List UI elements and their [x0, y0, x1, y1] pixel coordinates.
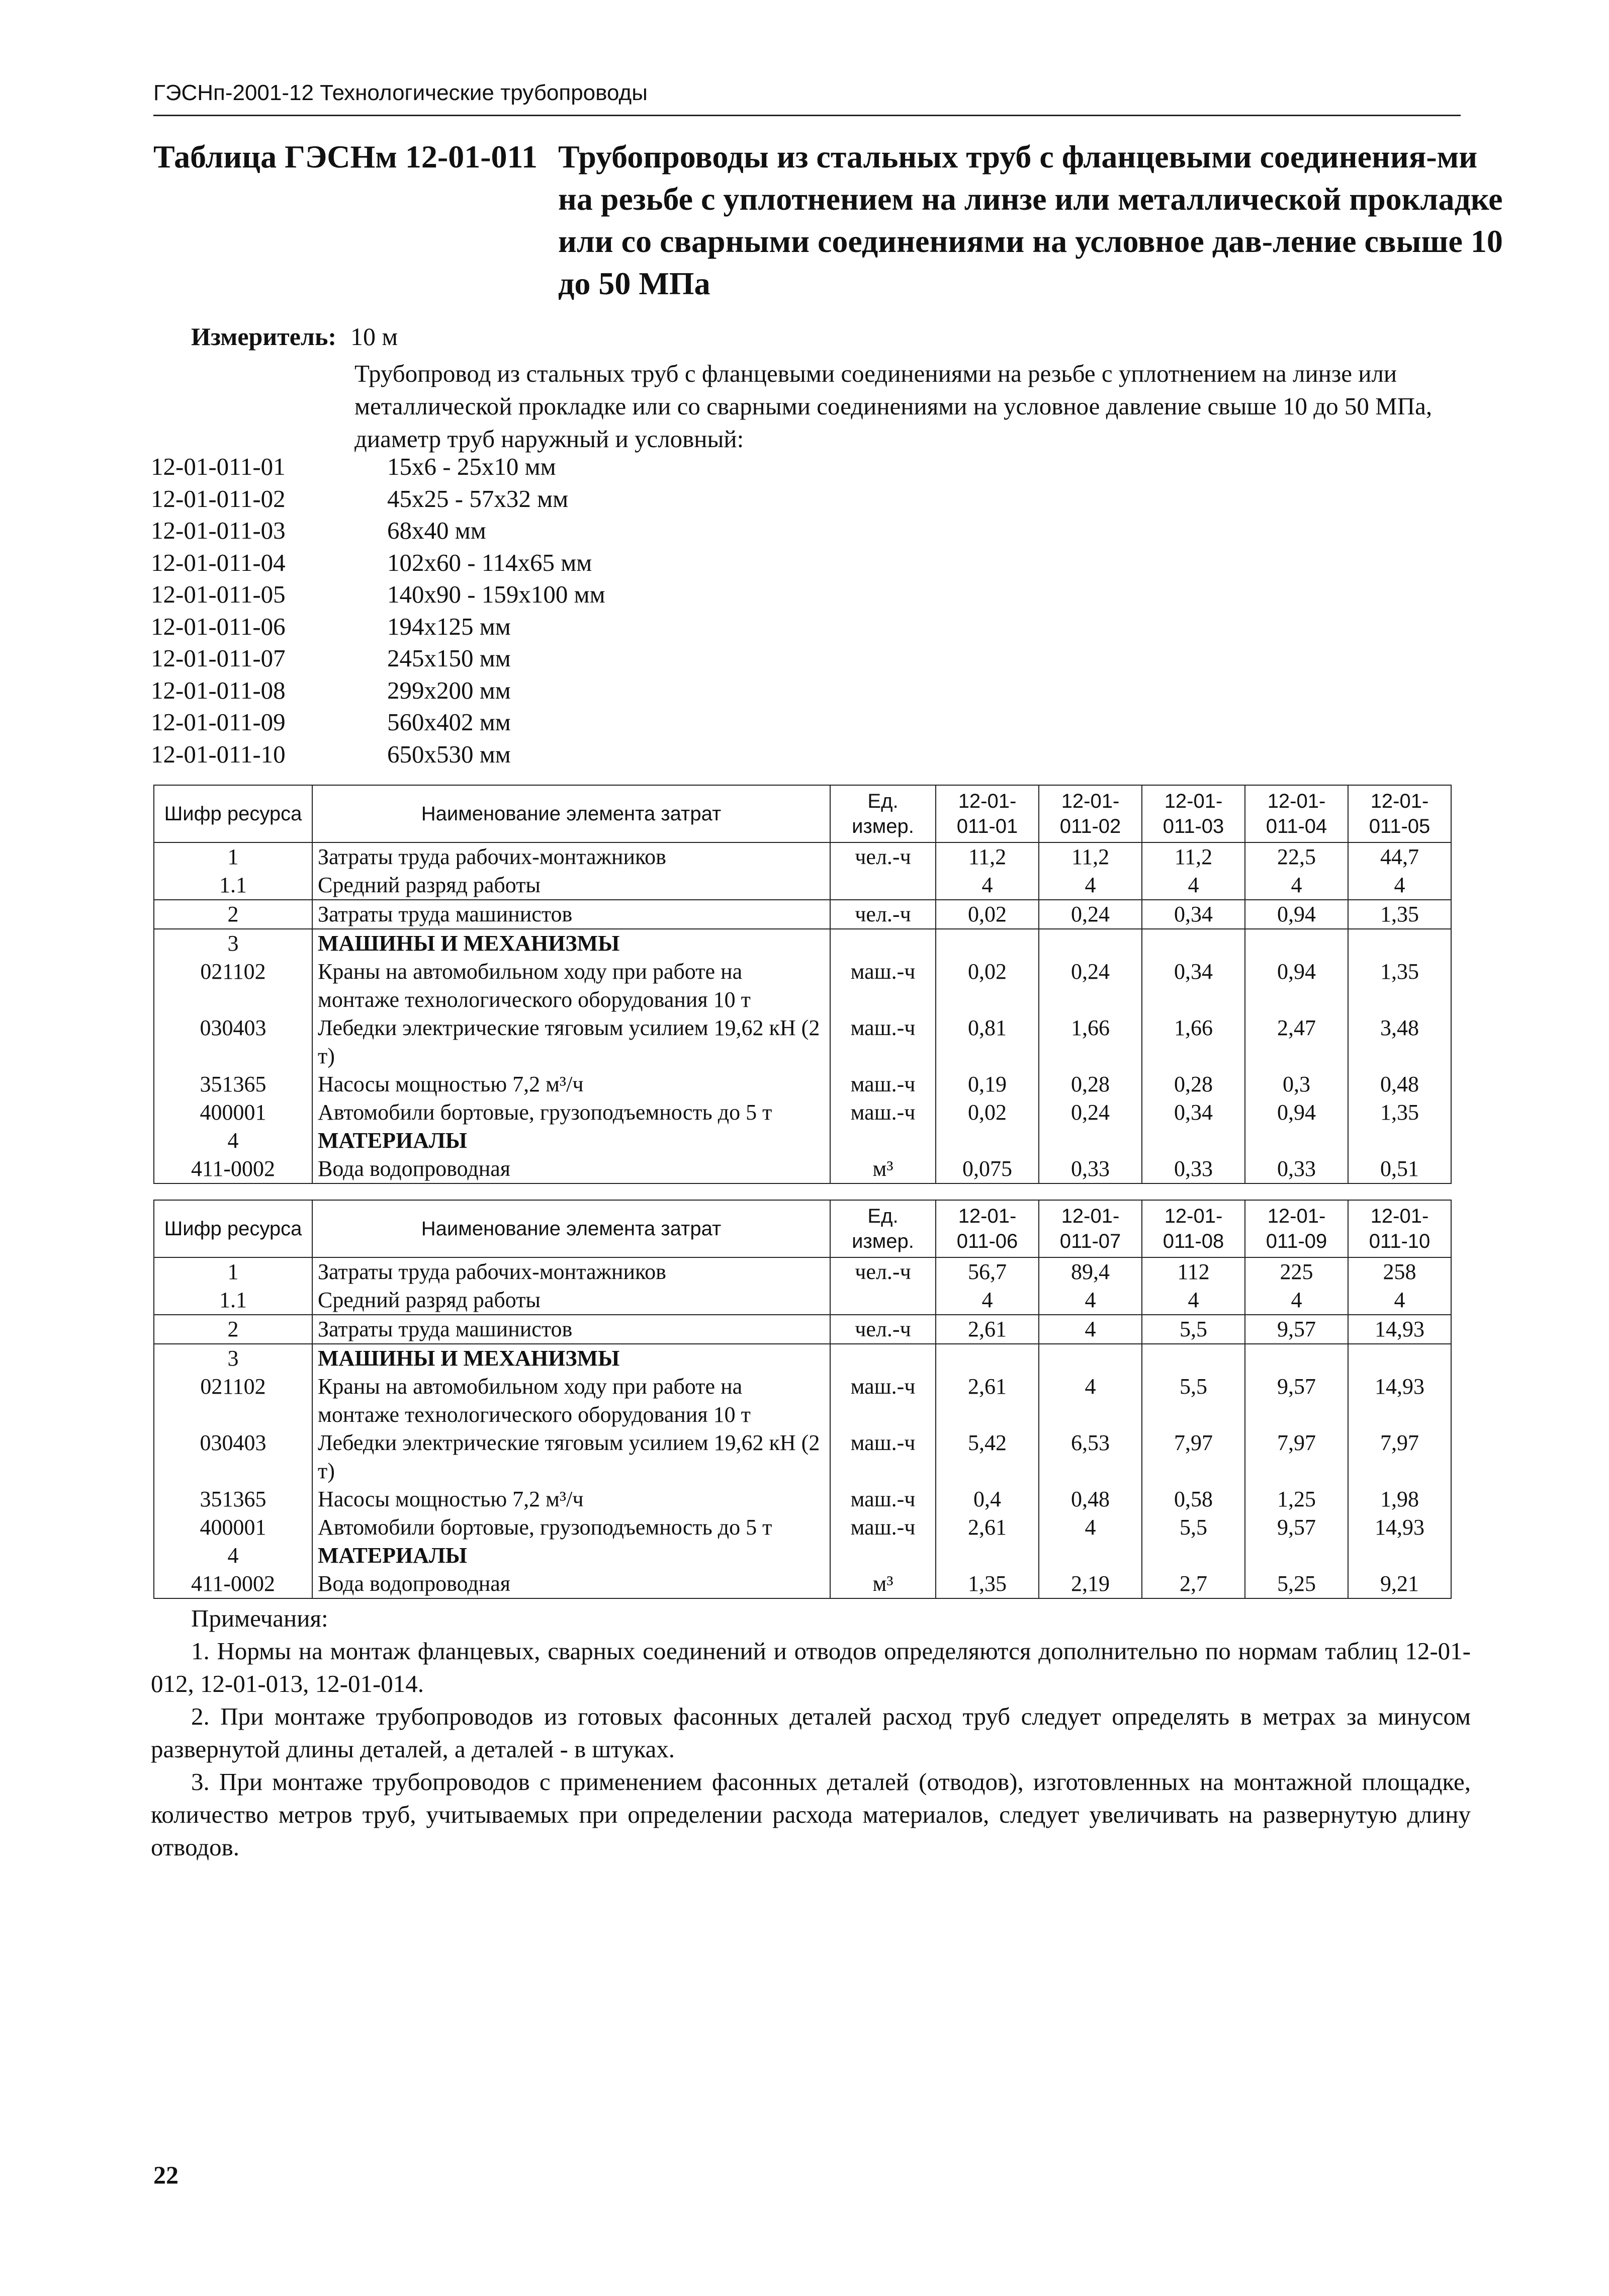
resource-name-cell: Краны на автомобильном ходу при работе на монтаже технологического оборудования 10 т	[312, 958, 830, 1014]
value-cell	[1142, 1344, 1245, 1373]
value-cell: 1,35	[936, 1570, 1039, 1598]
value-cell: 0,28	[1039, 1070, 1142, 1098]
resource-name-cell: Краны на автомобильном ходу при работе на монтаже технологического оборудования 10 т	[312, 1373, 830, 1429]
resource-name-cell: Затраты труда рабочих-монтажников	[312, 1257, 830, 1286]
value-cell: 14,93	[1348, 1315, 1451, 1344]
value-cell: 4	[1039, 1286, 1142, 1315]
code-list-diameter: 245х150 мм	[387, 644, 511, 672]
table-title-text: Трубопроводы из стальных труб с фланцевыми соединения-ми на резьбе с уплотнением на линзе или металлической прокладке или со сварными соединениями на условное дав-ление свыше 10 до 50 МПа	[558, 139, 1503, 301]
value-cell: 5,42	[936, 1429, 1039, 1485]
table-row	[154, 958, 1451, 1014]
note-item: 1. Нормы на монтаж фланцевых, сварных соединений и отводов определяются дополнительно по нормам таблиц 12-01-012, 12-01-013, 12-01-014.	[151, 1637, 1471, 1697]
code-list-diameter: 15х6 - 25х10 мм	[387, 453, 556, 480]
value-cell: 0,34	[1142, 900, 1245, 929]
value-cell: 0,02	[936, 958, 1039, 1014]
unit-cell: чел.-ч	[830, 900, 936, 929]
value-cell	[936, 929, 1039, 958]
column-header-norm-code: 12-01-011-05	[1348, 785, 1451, 842]
value-cell	[1348, 1127, 1451, 1155]
value-cell: 1,66	[1142, 1014, 1245, 1070]
value-cell: 56,7	[936, 1257, 1039, 1286]
unit-cell: маш.-ч	[830, 1485, 936, 1513]
table-row	[154, 1542, 1451, 1570]
value-cell: 7,97	[1348, 1429, 1451, 1485]
header-rule	[153, 115, 1461, 116]
code-list-diameter: 299х200 мм	[387, 676, 511, 704]
code-list-code: 12-01-011-05	[151, 580, 286, 608]
value-cell: 5,5	[1142, 1513, 1245, 1542]
column-header-norm-code: 12-01-011-10	[1348, 1200, 1451, 1257]
unit-cell	[830, 1542, 936, 1570]
resource-name-cell: Затраты труда машинистов	[312, 1315, 830, 1344]
code-list-code: 12-01-011-10	[151, 740, 286, 768]
value-cell: 1,35	[1348, 1098, 1451, 1127]
value-cell: 4	[1245, 871, 1348, 900]
column-header-norm-code: 12-01-011-02	[1039, 785, 1142, 842]
unit-cell: маш.-ч	[830, 1014, 936, 1070]
resource-code-cell: 3	[154, 1344, 312, 1373]
value-cell: 0,19	[936, 1070, 1039, 1098]
value-cell: 1,35	[1348, 958, 1451, 1014]
value-cell: 4	[1039, 871, 1142, 900]
value-cell: 2,61	[936, 1315, 1039, 1344]
value-cell	[1348, 1344, 1451, 1373]
value-cell: 5,5	[1142, 1315, 1245, 1344]
resource-code-cell: 030403	[154, 1014, 312, 1070]
column-header-code: Шифр ресурса	[154, 1200, 312, 1257]
value-cell: 4	[1039, 1315, 1142, 1344]
value-cell: 5,5	[1142, 1373, 1245, 1429]
value-cell: 4	[1348, 1286, 1451, 1315]
column-header-norm-code: 12-01-011-08	[1142, 1200, 1245, 1257]
value-cell: 9,21	[1348, 1570, 1451, 1598]
value-cell: 0,94	[1245, 1098, 1348, 1127]
value-cell: 89,4	[1039, 1257, 1142, 1286]
value-cell: 44,7	[1348, 842, 1451, 871]
column-header-norm-code: 12-01-011-03	[1142, 785, 1245, 842]
table-row	[154, 1127, 1451, 1155]
notes-caption: Примечания:	[191, 1604, 328, 1632]
resource-code-cell: 021102	[154, 958, 312, 1014]
value-cell: 9,57	[1245, 1315, 1348, 1344]
value-cell: 7,97	[1142, 1429, 1245, 1485]
notes	[151, 1602, 1471, 1863]
resource-code-cell: 2	[154, 1315, 312, 1344]
value-cell: 0,02	[936, 900, 1039, 929]
value-cell: 14,93	[1348, 1513, 1451, 1542]
value-cell: 7,97	[1245, 1429, 1348, 1485]
resource-name-cell: МАТЕРИАЛЫ	[312, 1542, 830, 1570]
value-cell: 0,3	[1245, 1070, 1348, 1098]
code-list-diameter: 140х90 - 159х100 мм	[387, 580, 605, 608]
resource-name-cell: Вода водопроводная	[312, 1570, 830, 1598]
value-cell: 4	[1348, 871, 1451, 900]
column-header-norm-code: 12-01-011-09	[1245, 1200, 1348, 1257]
resource-code-cell: 4	[154, 1127, 312, 1155]
resource-name-cell: МАТЕРИАЛЫ	[312, 1127, 830, 1155]
code-list-code: 12-01-011-07	[151, 644, 286, 672]
column-header-norm-code: 12-01-011-04	[1245, 785, 1348, 842]
value-cell: 0,58	[1142, 1485, 1245, 1513]
value-cell: 11,2	[1142, 842, 1245, 871]
unit-cell: маш.-ч	[830, 1098, 936, 1127]
value-cell	[1039, 929, 1142, 958]
table-row	[154, 929, 1451, 958]
value-cell	[1039, 1344, 1142, 1373]
resource-name-cell: Автомобили бортовые, грузоподъемность до 5 т	[312, 1098, 830, 1127]
value-cell: 11,2	[936, 842, 1039, 871]
resource-code-cell: 400001	[154, 1513, 312, 1542]
value-cell: 1,25	[1245, 1485, 1348, 1513]
unit-cell	[830, 1286, 936, 1315]
value-cell	[1245, 1344, 1348, 1373]
unit-cell: чел.-ч	[830, 1315, 936, 1344]
column-header-name: Наименование элемента затрат	[312, 1200, 830, 1257]
value-cell: 0,94	[1245, 958, 1348, 1014]
code-list-diameter: 45х25 - 57х32 мм	[387, 484, 569, 513]
work-description: Трубопровод из стальных труб с фланцевыми соединениями на резьбе с уплотнением на линзе или металлической прокладке или со сварными соединениями на условное давление свыше 10 до 50 МПа, диаметр труб наружный и условный:	[354, 360, 1433, 453]
value-cell: 4	[936, 871, 1039, 900]
unit-cell: чел.-ч	[830, 1257, 936, 1286]
value-cell: 6,53	[1039, 1429, 1142, 1485]
value-cell: 0,075	[936, 1155, 1039, 1183]
resource-name-cell: Затраты труда рабочих-монтажников	[312, 842, 830, 871]
table-row	[154, 1344, 1451, 1373]
resource-code-cell: 1	[154, 842, 312, 871]
resource-name-cell: Вода водопроводная	[312, 1155, 830, 1183]
code-list-code: 12-01-011-09	[151, 708, 286, 736]
unit-cell: м³	[830, 1155, 936, 1183]
resource-code-cell: 400001	[154, 1098, 312, 1127]
column-header-norm-code: 12-01-011-01	[936, 785, 1039, 842]
value-cell: 0,4	[936, 1485, 1039, 1513]
value-cell: 1,66	[1039, 1014, 1142, 1070]
resource-name-cell: Средний разряд работы	[312, 1286, 830, 1315]
unit-cell: маш.-ч	[830, 958, 936, 1014]
column-header-unit: Ед. измер.	[830, 1200, 936, 1257]
value-cell: 2,19	[1039, 1570, 1142, 1598]
resource-code-cell: 4	[154, 1542, 312, 1570]
resource-code-cell: 1.1	[154, 1286, 312, 1315]
value-cell: 0,34	[1142, 958, 1245, 1014]
value-cell: 112	[1142, 1257, 1245, 1286]
code-list-diameter: 650х530 мм	[387, 740, 511, 768]
value-cell: 2,61	[936, 1513, 1039, 1542]
table-row	[154, 842, 1451, 871]
value-cell: 2,61	[936, 1373, 1039, 1429]
unit-cell: маш.-ч	[830, 1070, 936, 1098]
value-cell: 9,57	[1245, 1373, 1348, 1429]
norms-table-2	[153, 1200, 1452, 1599]
code-list-code: 12-01-011-01	[151, 453, 286, 480]
value-cell: 0,48	[1039, 1485, 1142, 1513]
value-cell: 3,48	[1348, 1014, 1451, 1070]
table-header-row	[154, 1200, 1451, 1257]
code-list-diameter: 102х60 - 114х65 мм	[387, 548, 592, 576]
note-item: 2. При монтаже трубопроводов из готовых фасонных деталей расход труб следует определять в метрах за минусом развернутой длины деталей, а деталей - в штуках.	[151, 1703, 1471, 1763]
value-cell: 4	[1039, 1513, 1142, 1542]
table-row	[154, 1070, 1451, 1098]
unit-cell	[830, 871, 936, 900]
value-cell: 0,94	[1245, 900, 1348, 929]
code-list-diameter: 68х40 мм	[387, 517, 486, 544]
column-header-code: Шифр ресурса	[154, 785, 312, 842]
column-header-norm-code: 12-01-011-06	[936, 1200, 1039, 1257]
value-cell	[1039, 1542, 1142, 1570]
resource-code-cell: 1	[154, 1257, 312, 1286]
unit-cell: маш.-ч	[830, 1373, 936, 1429]
value-cell	[1245, 1127, 1348, 1155]
resource-code-cell: 030403	[154, 1429, 312, 1485]
value-cell: 2,7	[1142, 1570, 1245, 1598]
value-cell: 2,47	[1245, 1014, 1348, 1070]
resource-name-cell: МАШИНЫ И МЕХАНИЗМЫ	[312, 929, 830, 958]
value-cell: 1,35	[1348, 900, 1451, 929]
resource-name-cell: МАШИНЫ И МЕХАНИЗМЫ	[312, 1344, 830, 1373]
note-item: 3. При монтаже трубопроводов с применением фасонных деталей (отводов), изготовленных на монтажной площадке, количество метров труб, учитываемых при определении расхода материалов, следует увеличивать на развернутую длину отводов.	[151, 1768, 1471, 1861]
value-cell: 14,93	[1348, 1373, 1451, 1429]
column-header-name: Наименование элемента затрат	[312, 785, 830, 842]
value-cell: 0,24	[1039, 958, 1142, 1014]
table-row	[154, 1513, 1451, 1542]
norms-table-1	[153, 785, 1452, 1184]
table-row	[154, 1570, 1451, 1598]
table-row	[154, 1485, 1451, 1513]
resource-name-cell: Лебедки электрические тяговым усилием 19,62 кН (2 т)	[312, 1429, 830, 1485]
value-cell: 9,57	[1245, 1513, 1348, 1542]
value-cell	[1245, 929, 1348, 958]
value-cell: 0,24	[1039, 1098, 1142, 1127]
column-header-unit: Ед. измер.	[830, 785, 936, 842]
value-cell	[1039, 1127, 1142, 1155]
value-cell: 22,5	[1245, 842, 1348, 871]
value-cell	[1142, 929, 1245, 958]
table-row	[154, 1315, 1451, 1344]
resource-name-cell: Насосы мощностью 7,2 м³/ч	[312, 1070, 830, 1098]
resource-code-cell: 3	[154, 929, 312, 958]
table-row	[154, 1155, 1451, 1183]
table-row	[154, 1098, 1451, 1127]
value-cell: 258	[1348, 1257, 1451, 1286]
value-cell: 0,02	[936, 1098, 1039, 1127]
measure-value: 10 м	[350, 322, 398, 351]
value-cell: 0,33	[1245, 1155, 1348, 1183]
resource-name-cell: Средний разряд работы	[312, 871, 830, 900]
unit-cell	[830, 1127, 936, 1155]
value-cell	[936, 1127, 1039, 1155]
value-cell: 4	[1142, 871, 1245, 900]
value-cell: 0,24	[1039, 900, 1142, 929]
code-list-code: 12-01-011-06	[151, 612, 286, 640]
value-cell: 4	[1039, 1373, 1142, 1429]
table-row	[154, 1257, 1451, 1286]
value-cell: 1,98	[1348, 1485, 1451, 1513]
table-row	[154, 1286, 1451, 1315]
value-cell: 0,48	[1348, 1070, 1451, 1098]
unit-cell: маш.-ч	[830, 1429, 936, 1485]
unit-cell	[830, 929, 936, 958]
value-cell	[1348, 1542, 1451, 1570]
table-header-row	[154, 785, 1451, 842]
value-cell	[1142, 1542, 1245, 1570]
table-row	[154, 1373, 1451, 1429]
value-cell: 11,2	[1039, 842, 1142, 871]
table-row	[154, 1429, 1451, 1485]
value-cell	[936, 1344, 1039, 1373]
resource-code-cell: 021102	[154, 1373, 312, 1429]
code-list-diameter: 560х402 мм	[387, 708, 511, 736]
table-row	[154, 871, 1451, 900]
column-header-norm-code: 12-01-011-07	[1039, 1200, 1142, 1257]
resource-name-cell: Насосы мощностью 7,2 м³/ч	[312, 1485, 830, 1513]
resource-code-cell: 351365	[154, 1070, 312, 1098]
table-row	[154, 900, 1451, 929]
code-list-code: 12-01-011-04	[151, 548, 286, 576]
value-cell	[1245, 1542, 1348, 1570]
resource-name-cell: Лебедки электрические тяговым усилием 19,62 кН (2 т)	[312, 1014, 830, 1070]
table-title-number: Таблица ГЭСНм 12-01-011	[153, 139, 538, 175]
value-cell: 225	[1245, 1257, 1348, 1286]
value-cell: 4	[1245, 1286, 1348, 1315]
code-list-diameter: 194х125 мм	[387, 612, 511, 640]
code-list-code: 12-01-011-02	[151, 484, 286, 513]
measure-line	[191, 322, 398, 351]
code-list-code: 12-01-011-03	[151, 517, 286, 544]
code-list-code: 12-01-011-08	[151, 676, 286, 704]
resource-code-cell: 1.1	[154, 871, 312, 900]
table-row	[154, 1014, 1451, 1070]
unit-cell	[830, 1344, 936, 1373]
value-cell	[1348, 929, 1451, 958]
unit-cell: м³	[830, 1570, 936, 1598]
value-cell: 0,33	[1039, 1155, 1142, 1183]
resource-code-cell: 411-0002	[154, 1570, 312, 1598]
value-cell: 0,34	[1142, 1098, 1245, 1127]
resource-name-cell: Автомобили бортовые, грузоподъемность до 5 т	[312, 1513, 830, 1542]
value-cell: 4	[936, 1286, 1039, 1315]
resource-name-cell: Затраты труда машинистов	[312, 900, 830, 929]
resource-code-cell: 2	[154, 900, 312, 929]
value-cell: 4	[1142, 1286, 1245, 1315]
running-header: ГЭСНп-2001-12 Технологические трубопроводы	[153, 80, 648, 105]
value-cell: 0,51	[1348, 1155, 1451, 1183]
value-cell	[936, 1542, 1039, 1570]
unit-cell: маш.-ч	[830, 1513, 936, 1542]
value-cell	[1142, 1127, 1245, 1155]
measure-label: Измеритель:	[191, 322, 337, 351]
value-cell: 0,28	[1142, 1070, 1245, 1098]
value-cell: 0,81	[936, 1014, 1039, 1070]
value-cell: 5,25	[1245, 1570, 1348, 1598]
value-cell: 0,33	[1142, 1155, 1245, 1183]
page-number: 22	[153, 2161, 178, 2189]
resource-code-cell: 351365	[154, 1485, 312, 1513]
resource-code-cell: 411-0002	[154, 1155, 312, 1183]
unit-cell: чел.-ч	[830, 842, 936, 871]
